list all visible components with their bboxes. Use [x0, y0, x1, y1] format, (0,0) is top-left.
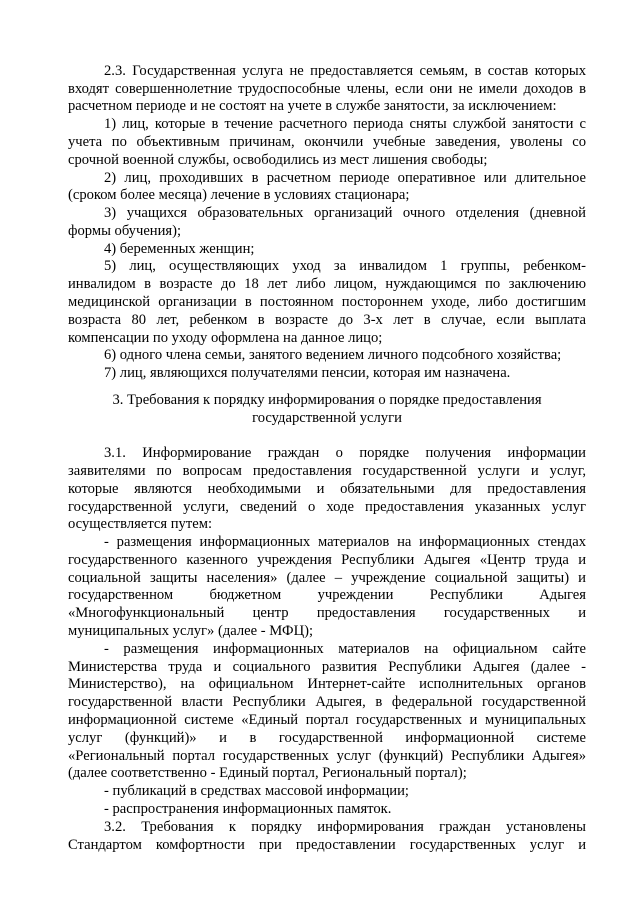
text-line: 3.2. Требования к порядку информирования граждан установлены	[104, 819, 586, 835]
text-line: государственной власти Республики Адыгея, в федеральной государственной	[68, 694, 586, 710]
text-line: государственной услуги, сведений о ходе предоставления указанных услуг	[68, 499, 586, 515]
text-line: компенсации по уходу оформлена на данное лицо;	[68, 330, 383, 346]
text-line: учета по объективным причинам, окончили учебные заведения, уволены со	[68, 134, 586, 150]
text-line: «Многофункциональный центр предоставления государственных и	[68, 605, 586, 621]
text-line: «Региональный портал государственных услуг (функций) Республики Адыгея»	[68, 748, 586, 764]
text-line: возраста 80 лет, ребенком в возрасте до 3-х лет в случае, если выплата	[68, 312, 586, 328]
list-item: 5) лиц, осуществляющих уход за инвалидом 1 группы, ребенком-	[104, 258, 586, 274]
text-line: 3.1. Информирование граждан о порядке получения информации	[104, 445, 586, 461]
text-line: срочной военной службы, освободились из мест лишения свободы;	[68, 152, 488, 168]
list-item: 7) лиц, являющихся получателями пенсии, которая им назначена.	[104, 365, 511, 381]
text-line: муниципальных услуг» (далее - МФЦ);	[68, 623, 314, 639]
list-item: 4) беременных женщин;	[104, 241, 255, 257]
list-item: - публикаций в средствах массовой информации;	[104, 783, 409, 799]
text-line: Стандартом комфортности при предоставлении государственных услуг и	[68, 837, 586, 853]
text-line: входят совершеннолетние трудоспособные члены, если они не имели доходов в	[68, 81, 586, 97]
section-heading: 3. Требования к порядку информирования о порядке предоставления	[112, 392, 542, 408]
section-heading: государственной услуги	[252, 410, 402, 426]
text-line: формы обучения);	[68, 223, 182, 239]
text-line: 2.3. Государственная услуга не предоставляется семьям, в состав которых	[104, 63, 586, 79]
text-line: Министерства труда и социального развития Республики Адыгея (далее -	[68, 659, 586, 675]
text-line: осуществляется путем:	[68, 516, 212, 532]
text-line: информационной системе «Единый портал государственных и муниципальных	[68, 712, 586, 728]
list-item: 6) одного члена семьи, занятого ведением личного подсобного хозяйства;	[104, 347, 562, 363]
list-item: 1) лиц, которые в течение расчетного периода сняты службой занятости с	[104, 116, 586, 132]
text-line: государственном бюджетном учреждении Республики Адыгея	[68, 587, 586, 603]
list-item: - размещения информационных материалов на официальном сайте	[104, 641, 586, 657]
text-line: социальной защиты населения» (далее – учреждение социальной защиты) и	[68, 570, 586, 586]
text-line: которые являются необходимыми и обязательными для предоставления	[68, 481, 586, 497]
list-item: 2) лиц, проходивших в расчетном периоде оперативное или длительное	[104, 170, 586, 186]
text-line: Министерство), на официальном Интернет-сайте исполнительных органов	[68, 676, 586, 692]
text-line: медицинской организации в постоянном постороннем уходе, либо достигшим	[68, 294, 586, 310]
text-line: расчетном периоде и не состоят на учете в службе занятости, за исключением:	[68, 98, 557, 114]
list-item: - размещения информационных материалов на информационных стендах	[104, 534, 586, 550]
list-item: 3) учащихся образовательных организаций очного отделения (дневной	[104, 205, 586, 221]
list-item: - распространения информационных памяток.	[104, 801, 392, 817]
text-line: инвалидом в возрасте до 18 лет либо лицом, нуждающимся по заключению	[68, 276, 586, 292]
text-line: (сроком более месяца) лечение в условиях стационара;	[68, 187, 410, 203]
text-line: услуг (функций)» и в государственной информационной системе	[68, 730, 586, 746]
text-line: заявителями по вопросам предоставления государственной услуги и услуг,	[68, 463, 586, 479]
text-line: государственного казенного учреждения Республики Адыгея «Центр труда и	[68, 552, 586, 568]
text-line: (далее соответственно - Единый портал, Региональный портал);	[68, 765, 467, 781]
